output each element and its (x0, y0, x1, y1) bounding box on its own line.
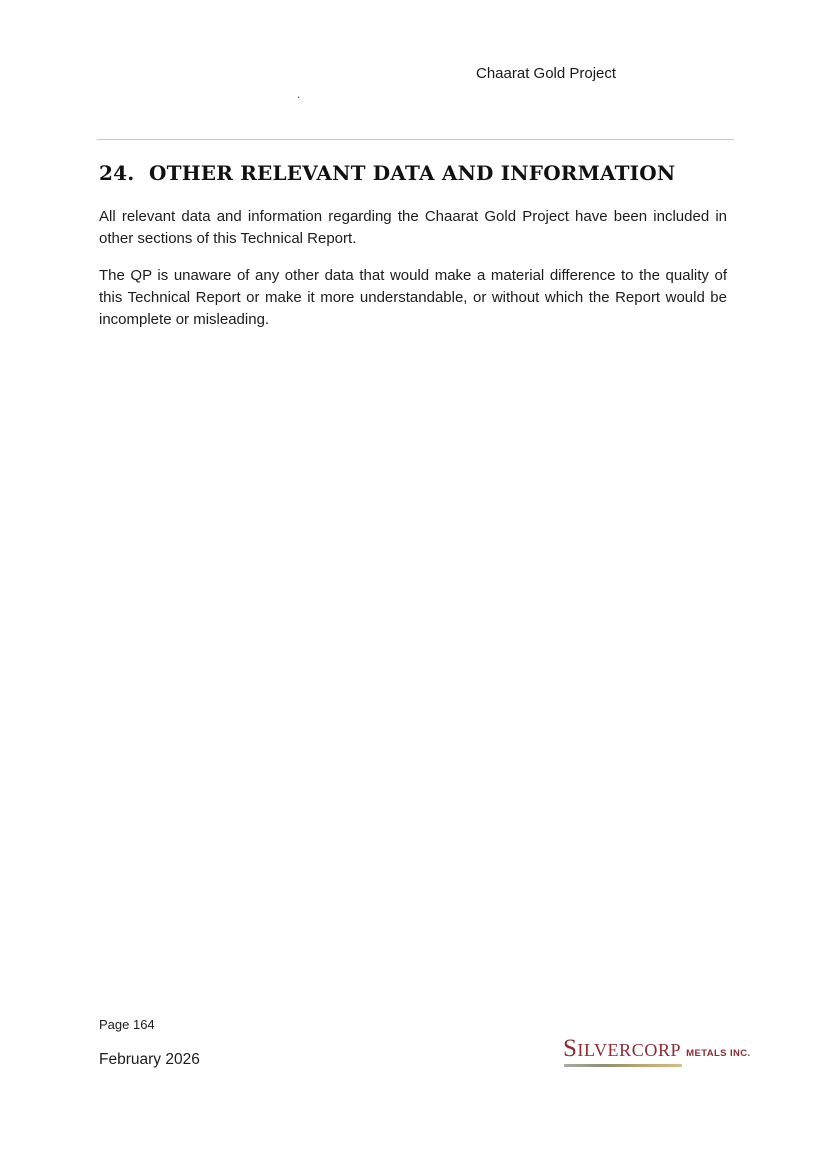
section-heading (99, 161, 727, 185)
logo-underline-bar (564, 1064, 682, 1067)
paragraph-1: All relevant data and information regarding the Chaarat Gold Project have been included in other sections of this Technical Report. (99, 208, 727, 247)
running-header-title: Chaarat Gold Project (476, 65, 617, 82)
logo-wordmark-rest: ILVERCORP (577, 1040, 682, 1060)
paragraph-2: The QP is unaware of any other data that would make a material difference to the quality of this Technical Report or make it more understandable, or without which the Report would be incomplete or misleading. (99, 267, 727, 328)
logo-initial-letter: S (563, 1035, 578, 1062)
footer-date: February 2026 (99, 1051, 200, 1068)
body-text (99, 206, 727, 346)
section-number: 24. (99, 161, 135, 185)
section-title: OTHER RELEVANT DATA AND INFORMATION (149, 161, 676, 185)
header-divider-line (97, 139, 734, 140)
stray-period-mark: . (297, 87, 301, 101)
logo-suffix-text: METALS INC. (686, 1048, 751, 1059)
silvercorp-logo (563, 1035, 751, 1063)
silvercorp-wordmark (563, 1035, 681, 1063)
footer-page-number: Page 164 (99, 1017, 155, 1032)
